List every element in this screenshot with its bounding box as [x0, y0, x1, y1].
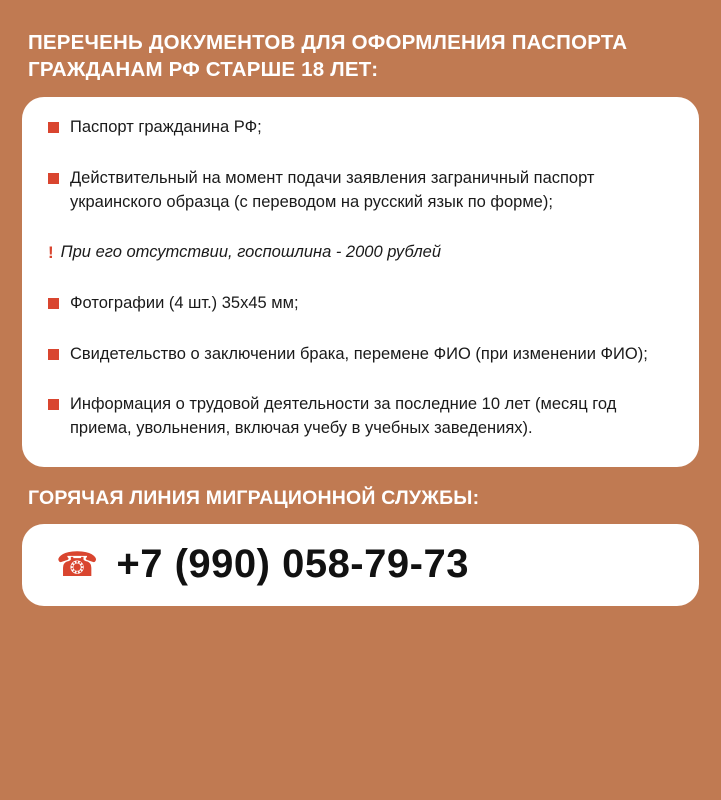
list-item: [48, 115, 673, 139]
list-item-text: Паспорт гражданина РФ;: [70, 118, 262, 137]
note-text: При его отсутствии, госпошлина - 2000 рублей: [60, 242, 442, 261]
square-bullet-icon: [48, 399, 59, 410]
list-item-text: Действительный на момент подачи заявления заграничный паспорт украинского образца (с переводом на русский язык по форме);: [70, 168, 595, 212]
list-item-text: Свидетельство о заключении брака, перемене ФИО (при изменении ФИО);: [70, 344, 648, 363]
list-item: [48, 342, 673, 366]
list-item: [48, 392, 673, 441]
note-item: [48, 241, 673, 266]
list-item-text: Информация о трудовой деятельности за последние 10 лет (месяц год приема, увольнения, включая учебу в учебных заведениях).: [70, 394, 617, 438]
list-item: [48, 291, 673, 315]
hotline-title: ГОРЯЧАЯ ЛИНИЯ МИГРАЦИОННОЙ СЛУЖБЫ:: [28, 486, 480, 509]
telephone-icon: ☎: [56, 545, 99, 584]
square-bullet-icon: [48, 298, 59, 309]
documents-card: [22, 97, 699, 466]
list-item: [48, 166, 673, 215]
square-bullet-icon: [48, 349, 59, 360]
page-title: ПЕРЕЧЕНЬ ДОКУМЕНТОВ ДЛЯ ОФОРМЛЕНИЯ ПАСПОРТА ГРАЖДАНАМ РФ СТАРШЕ 18 ЛЕТ:: [28, 31, 628, 81]
hotline-card: [22, 524, 699, 606]
exclamation-icon: !: [48, 242, 54, 262]
list-item-text: Фотографии (4 шт.) 35х45 мм;: [70, 294, 299, 313]
hotline-phone-number[interactable]: +7 (990) 058-79-73: [116, 542, 469, 587]
square-bullet-icon: [48, 173, 59, 184]
square-bullet-icon: [48, 122, 59, 133]
